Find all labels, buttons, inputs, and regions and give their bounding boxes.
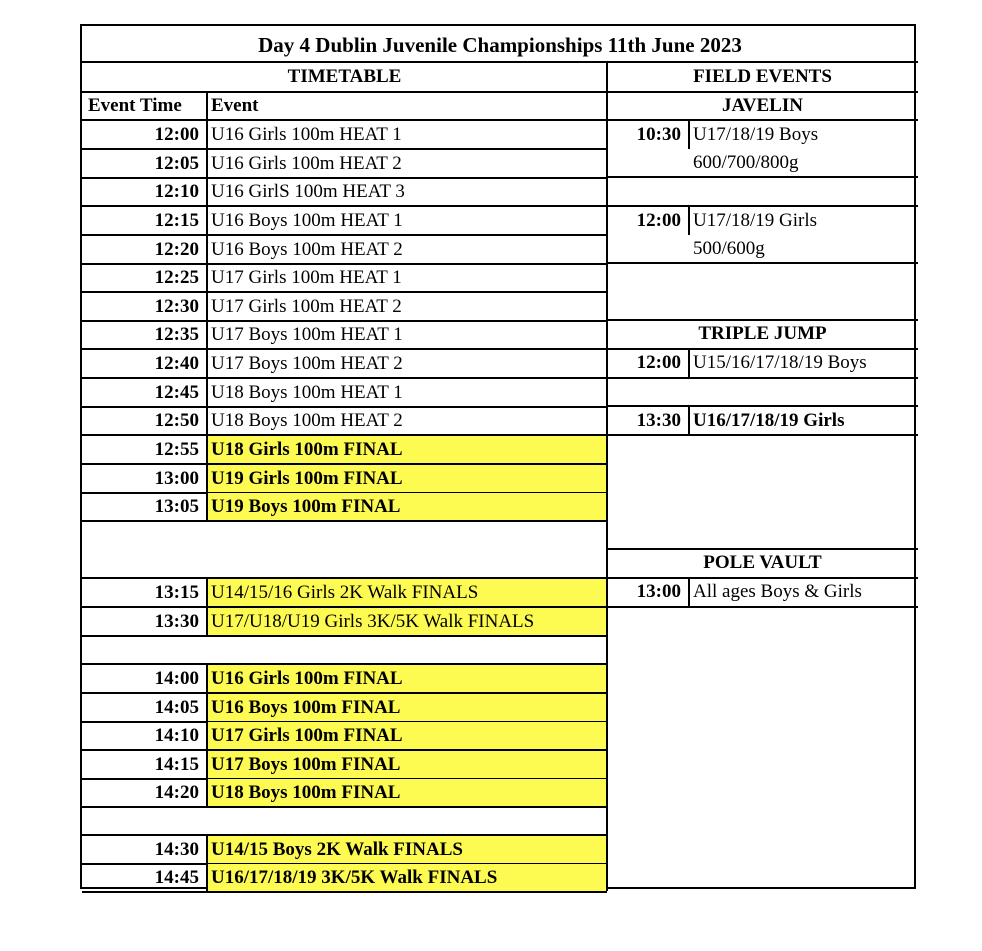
row-divider — [82, 663, 607, 665]
row-divider — [82, 806, 607, 808]
field-divider — [607, 319, 918, 321]
event-time: 13:05 — [154, 496, 199, 518]
event-name: U16 Boys 100m FINAL — [211, 697, 401, 719]
event-time: 12:05 — [154, 153, 199, 175]
field-divider — [607, 377, 918, 379]
event-time: 13:00 — [154, 468, 199, 490]
row-divider — [82, 320, 607, 322]
field-divider — [607, 577, 918, 579]
event-time: 14:45 — [154, 867, 199, 889]
field-time: 12:00 — [636, 352, 681, 374]
row-divider — [82, 891, 607, 893]
event-name: U14/15 Boys 2K Walk FINALS — [211, 839, 463, 861]
field-event: U17/18/19 Boys — [693, 124, 819, 146]
event-time: 14:10 — [154, 725, 199, 747]
event-name: U16 Boys 100m HEAT 1 — [211, 210, 403, 232]
row-divider — [82, 234, 607, 236]
middle-column-line — [606, 62, 609, 891]
field-time: 12:00 — [636, 210, 681, 232]
event-time: 14:05 — [154, 697, 199, 719]
row-divider — [82, 205, 607, 207]
field-event: All ages Boys & Girls — [693, 581, 862, 603]
field-time-line — [688, 349, 690, 378]
event-name: U16 Girls 100m HEAT 1 — [211, 124, 402, 146]
pole-vault-heading: POLE VAULT — [703, 552, 822, 574]
field-event: U15/16/17/18/19 Boys — [693, 352, 867, 374]
field-time: 13:00 — [636, 581, 681, 603]
row-divider — [82, 148, 607, 150]
field-event: U17/18/19 Girls — [693, 210, 818, 232]
event-time: 12:10 — [154, 181, 199, 203]
event-time: 12:55 — [154, 439, 199, 461]
time-column-line — [206, 835, 208, 891]
event-name: U14/15/16 Girls 2K Walk FINALS — [211, 582, 479, 604]
field-divider — [607, 205, 918, 207]
row-divider — [82, 577, 607, 579]
event-name: U17 Boys 100m HEAT 2 — [211, 353, 403, 375]
event-time: 12:20 — [154, 239, 199, 261]
event-time: 14:20 — [154, 782, 199, 804]
event-name: U17 Girls 100m HEAT 2 — [211, 296, 402, 318]
event-time: 14:00 — [154, 668, 199, 690]
event-name: U16 Girls 100m FINAL — [211, 668, 403, 690]
event-name: U17 Boys 100m HEAT 1 — [211, 324, 403, 346]
time-column-line — [206, 664, 208, 807]
event-name: U16 Girls 100m HEAT 2 — [211, 153, 402, 175]
event-time: 12:25 — [154, 267, 199, 289]
field-event-detail: 600/700/800g — [693, 152, 799, 174]
triple-jump-heading: TRIPLE JUMP — [698, 323, 827, 345]
field-time-line — [688, 406, 690, 435]
time-column-line — [206, 578, 208, 636]
row-divider — [82, 377, 607, 379]
row-divider — [82, 291, 607, 293]
col-header-event: Event — [211, 95, 259, 117]
event-name: U17 Boys 100m FINAL — [211, 754, 401, 776]
event-name: U17 Girls 100m HEAT 1 — [211, 267, 402, 289]
event-time: 12:50 — [154, 410, 199, 432]
event-name: U18 Boys 100m FINAL — [211, 782, 401, 804]
field-divider — [607, 548, 918, 550]
javelin-heading: JAVELIN — [722, 95, 803, 117]
field-divider — [607, 405, 918, 407]
page-title: Day 4 Dublin Juvenile Championships 11th June 2023 — [258, 33, 742, 58]
event-time: 12:00 — [154, 124, 199, 146]
row-divider — [607, 119, 918, 121]
row-divider — [82, 177, 607, 179]
field-divider — [607, 348, 918, 350]
field-time-line — [688, 206, 690, 235]
event-time: 12:30 — [154, 296, 199, 318]
event-name: U18 Boys 100m HEAT 1 — [211, 382, 403, 404]
event-name: U19 Boys 100m FINAL — [211, 496, 401, 518]
event-time: 12:45 — [154, 382, 199, 404]
event-time: 12:15 — [154, 210, 199, 232]
title-divider — [82, 61, 918, 64]
field-divider — [607, 434, 918, 437]
row-divider — [82, 520, 607, 522]
row-divider — [82, 348, 607, 350]
event-name: U16/17/18/19 3K/5K Walk FINALS — [211, 867, 498, 889]
col-header-time: Event Time — [88, 95, 182, 117]
row-divider — [82, 119, 607, 121]
event-time: 12:35 — [154, 324, 199, 346]
field-time: 13:30 — [636, 410, 681, 432]
event-time: 13:15 — [154, 582, 199, 604]
field-event: U16/17/18/19 Girls — [693, 410, 845, 432]
row-divider — [82, 263, 607, 265]
field-divider — [607, 176, 918, 178]
field-time-line — [688, 578, 690, 607]
event-time: 13:30 — [154, 611, 199, 633]
row-divider — [82, 406, 607, 408]
event-time: 12:40 — [154, 353, 199, 375]
field-time-line — [688, 120, 690, 149]
timetable-heading: TIMETABLE — [287, 66, 402, 88]
timetable-sheet — [80, 24, 916, 889]
event-name: U16 Boys 100m HEAT 2 — [211, 239, 403, 261]
event-time: 14:30 — [154, 839, 199, 861]
event-name: U17 Girls 100m FINAL — [211, 725, 403, 747]
field-divider — [607, 606, 918, 609]
row-divider — [82, 635, 607, 637]
event-name: U18 Girls 100m FINAL — [211, 439, 403, 461]
field-event-detail: 500/600g — [693, 238, 765, 260]
event-name: U17/U18/U19 Girls 3K/5K Walk FINALS — [211, 611, 535, 633]
field-divider — [607, 262, 918, 265]
time-column-line — [206, 92, 208, 521]
event-name: U19 Girls 100m FINAL — [211, 468, 403, 490]
event-name: U18 Boys 100m HEAT 2 — [211, 410, 403, 432]
field-events-heading: FIELD EVENTS — [693, 66, 832, 88]
event-name: U16 GirlS 100m HEAT 3 — [211, 181, 405, 203]
event-time: 14:15 — [154, 754, 199, 776]
row-divider — [82, 834, 607, 836]
field-time: 10:30 — [636, 124, 681, 146]
